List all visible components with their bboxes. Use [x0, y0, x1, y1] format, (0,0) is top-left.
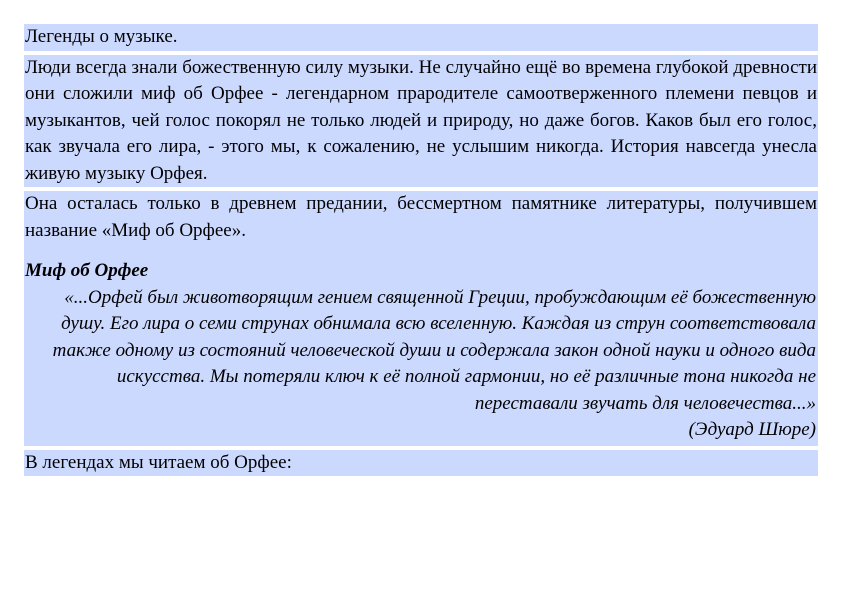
- paragraph-intro: Люди всегда знали божественную силу музыки. Не случайно ещё во времена глубокой древности они сложили миф об Орфее - легендарном прародителе самоотверженного племени певцов и музыкантов, чей голос покорял не только людей и природу, но даже богов. Каков был его голос, как звучала его лира, - этого мы, к сожалению, не услышим никогда. История навсегда унесла живую музыку Орфея.: [24, 55, 818, 188]
- closing-line: В легендах мы читаем об Орфее:: [24, 450, 818, 477]
- myth-quote: «...Орфей был животворящим гением священной Греции, пробуждающим её божественную душу. Его лира о семи струнах обнимала всю вселенную. Каждая из струн соответствовала также одному из состояний человеческой души и содержала закон одной науки и одного вида искусства. Мы потеряли ключ к её полной гармонии, но её различные тона никогда не переставали звучать для человечества...»: [52, 286, 816, 414]
- paragraph-legend: Она осталась только в древнем предании, бессмертном памятнике литературы, получившем название «Миф об Орфее».: [24, 191, 818, 244]
- page-title: Легенды о музыке.: [24, 24, 818, 51]
- document-body: [24, 24, 818, 476]
- spacer: [24, 244, 818, 258]
- myth-title: Миф об Орфее: [25, 260, 149, 281]
- quote-author: (Эдуард Шюре): [688, 419, 816, 440]
- myth-quote-block: [24, 258, 818, 446]
